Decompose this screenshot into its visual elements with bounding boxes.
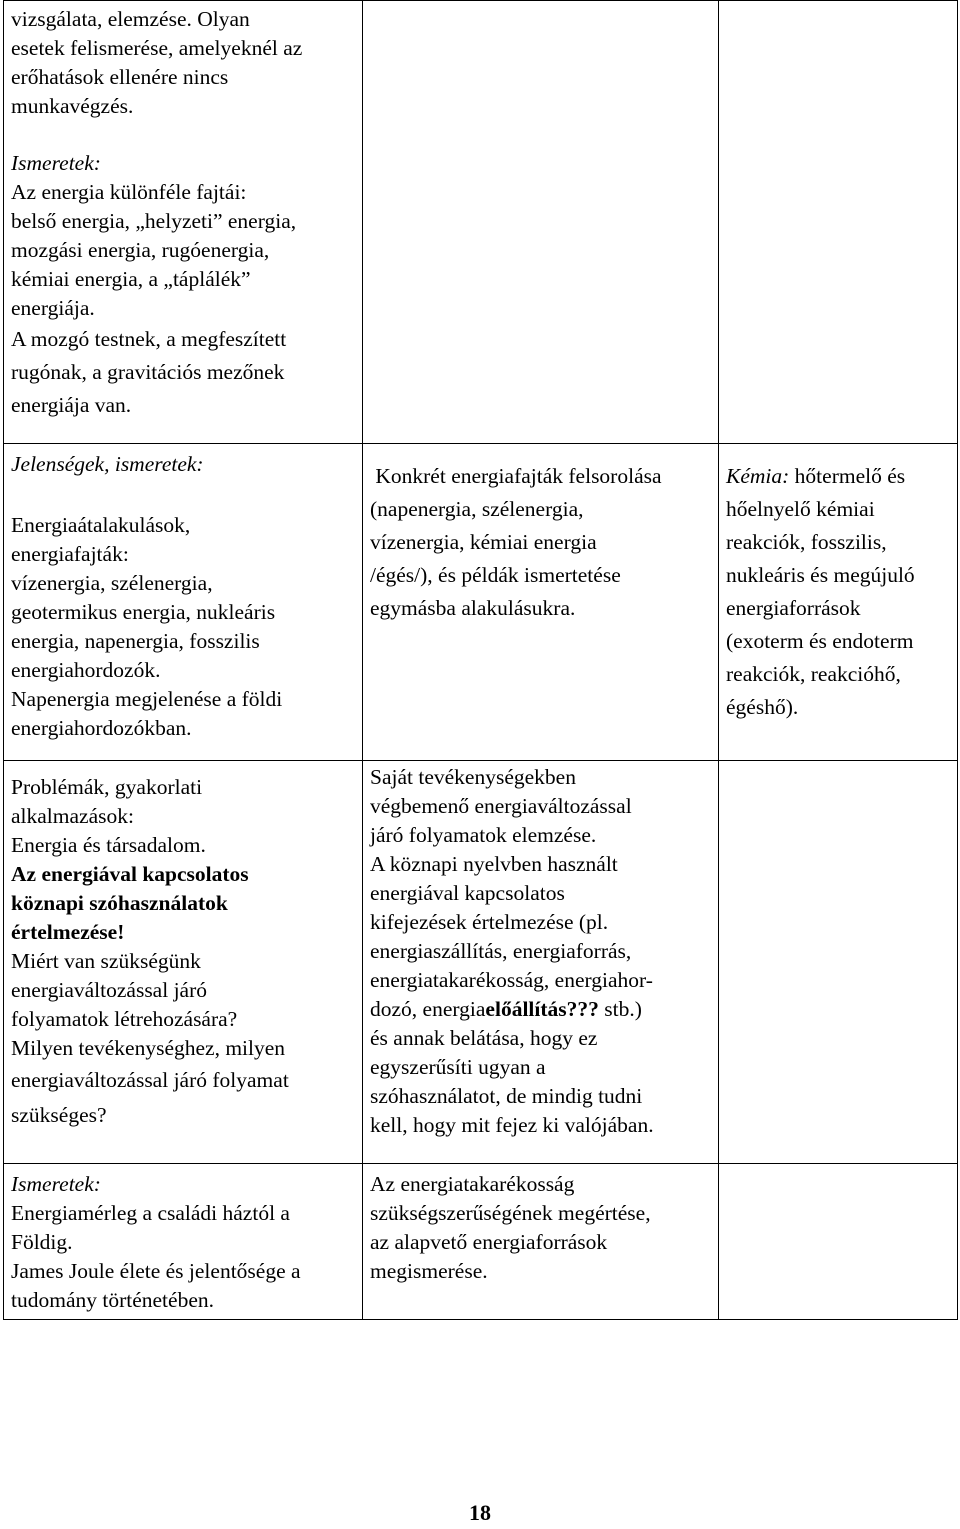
text-line: energiája van. [11, 393, 132, 417]
text-line: vízenergia, szélenergia, [11, 571, 213, 595]
text-span: stb.) [598, 997, 642, 1021]
section-heading: Ismeretek: [11, 1172, 101, 1196]
text-line: reakciók, reakcióhő, [726, 662, 901, 686]
text-line: Konkrét energiafajták felsorolása [370, 464, 662, 488]
text-line: kémiai energia, a „táplálék” [11, 267, 251, 291]
text-line: belső energia, „helyzeti” energia, [11, 209, 297, 233]
text-line: kell, hogy mit fejez ki valójában. [370, 1113, 654, 1137]
text-line: energiával kapcsolatos [370, 881, 565, 905]
text-line: Energia és társadalom. [11, 833, 206, 857]
text-line: reakciók, fosszilis, [726, 530, 887, 554]
text-line: /égés/), és példák ismertetése [370, 563, 621, 587]
text-line: Energiamérleg a családi háztól a [11, 1201, 290, 1225]
text-line [370, 995, 712, 1024]
text-line: járó folyamatok elemzése. [370, 823, 597, 847]
row3-activities-cell [363, 761, 719, 1164]
text-line: A köznapi nyelvben használt [370, 852, 618, 876]
text-line: egymásba alakulásukra. [370, 596, 576, 620]
text-line: egyszerűsíti ugyan a [370, 1055, 546, 1079]
text-line: szükséges? [11, 1103, 107, 1127]
text-line: megismerése. [370, 1259, 488, 1283]
text-line: hőelnyelő kémiai [726, 497, 875, 521]
text-line: energiaszállítás, energiaforrás, [370, 939, 632, 963]
text-line: tudomány történetében. [11, 1288, 214, 1312]
row2-topics-cell [4, 444, 363, 761]
text-line: Problémák, gyakorlati [11, 775, 203, 799]
row2-connections-cell [719, 444, 958, 761]
row3-connections-cell [719, 761, 958, 1164]
text-line: szükségszerűségének megértése, [370, 1201, 651, 1225]
text-line: Az energiatakarékosság [370, 1172, 575, 1196]
table-row [4, 1, 958, 444]
text-line: geotermikus energia, nukleáris [11, 600, 276, 624]
subject-label: Kémia: [726, 464, 790, 488]
text-line: (napenergia, szélenergia, [370, 497, 584, 521]
row4-topics-cell [4, 1164, 363, 1320]
intro-line: munkavégzés. [11, 94, 134, 118]
table-row [4, 761, 958, 1164]
table-row [4, 444, 958, 761]
text-line: energiaváltozással járó [11, 978, 207, 1002]
text-line: Miért van szükségünk [11, 949, 201, 973]
section-heading: Ismeretek: [11, 151, 101, 175]
row1-activities-cell [363, 1, 719, 444]
text-line: A mozgó testnek, a megfeszített [11, 327, 287, 351]
intro-line: erőhatások ellenére nincs [11, 65, 229, 89]
row1-connections-cell [719, 1, 958, 444]
row4-connections-cell [719, 1164, 958, 1320]
text-line: (exoterm és endoterm [726, 629, 914, 653]
text-line: energiafajták: [11, 542, 129, 566]
text-line [726, 460, 951, 493]
text-line: Energiaátalakulások, [11, 513, 191, 537]
text-span: hőtermelő és [789, 464, 906, 488]
text-line: energiahordozókban. [11, 716, 192, 740]
text-line: Milyen tevékenységhez, milyen [11, 1036, 286, 1060]
row4-activities-cell [363, 1164, 719, 1320]
text-line: vízenergia, kémiai energia [370, 530, 597, 554]
text-line: energiahordozók. [11, 658, 161, 682]
table-row [4, 1164, 958, 1320]
text-line: folyamatok létrehozására? [11, 1007, 238, 1031]
section-heading: Jelenségek, ismeretek: [11, 452, 204, 476]
page-number: 18 [469, 1500, 491, 1525]
text-line: és annak belátása, hogy ez [370, 1026, 598, 1050]
text-line: szóhasználatot, de mindig tudni [370, 1084, 643, 1108]
text-line: energiatakarékosság, energiahor- [370, 968, 653, 992]
row1-topics-cell [4, 1, 363, 444]
text-line: rugónak, a gravitációs mezőnek [11, 360, 285, 384]
text-line: energia, napenergia, fosszilis [11, 629, 260, 653]
bold-line: értelmezése! [11, 920, 125, 944]
text-line: Saját tevékenységekben [370, 765, 576, 789]
text-line: energiája. [11, 296, 95, 320]
text-line: Az energia különféle fajtái: [11, 180, 247, 204]
intro-line: esetek felismerése, amelyeknél az [11, 36, 303, 60]
curriculum-table [3, 0, 958, 1320]
text-span: dozó, energia [370, 997, 486, 1021]
text-line: James Joule élete és jelentősége a [11, 1259, 301, 1283]
text-line: égéshő). [726, 695, 799, 719]
text-line: Földig. [11, 1230, 73, 1254]
text-line: nukleáris és megújuló [726, 563, 915, 587]
text-line: Napenergia megjelenése a földi [11, 687, 283, 711]
row3-topics-cell [4, 761, 363, 1164]
text-line: kifejezések értelmezése (pl. [370, 910, 609, 934]
text-line: mozgási energia, rugóenergia, [11, 238, 270, 262]
bold-line: Az energiával kapcsolatos [11, 862, 249, 886]
intro-line: vizsgálata, elemzése. Olyan [11, 7, 250, 31]
bold-span: előállítás??? [485, 997, 599, 1021]
text-line: energiaváltozással járó folyamat [11, 1068, 289, 1092]
text-line: alkalmazások: [11, 804, 134, 828]
row2-activities-cell [363, 444, 719, 761]
text-line: energiaforrások [726, 596, 861, 620]
text-line: végbemenő energiaváltozással [370, 794, 632, 818]
text-line: az alapvető energiaforrások [370, 1230, 608, 1254]
bold-line: köznapi szóhasználatok [11, 891, 228, 915]
